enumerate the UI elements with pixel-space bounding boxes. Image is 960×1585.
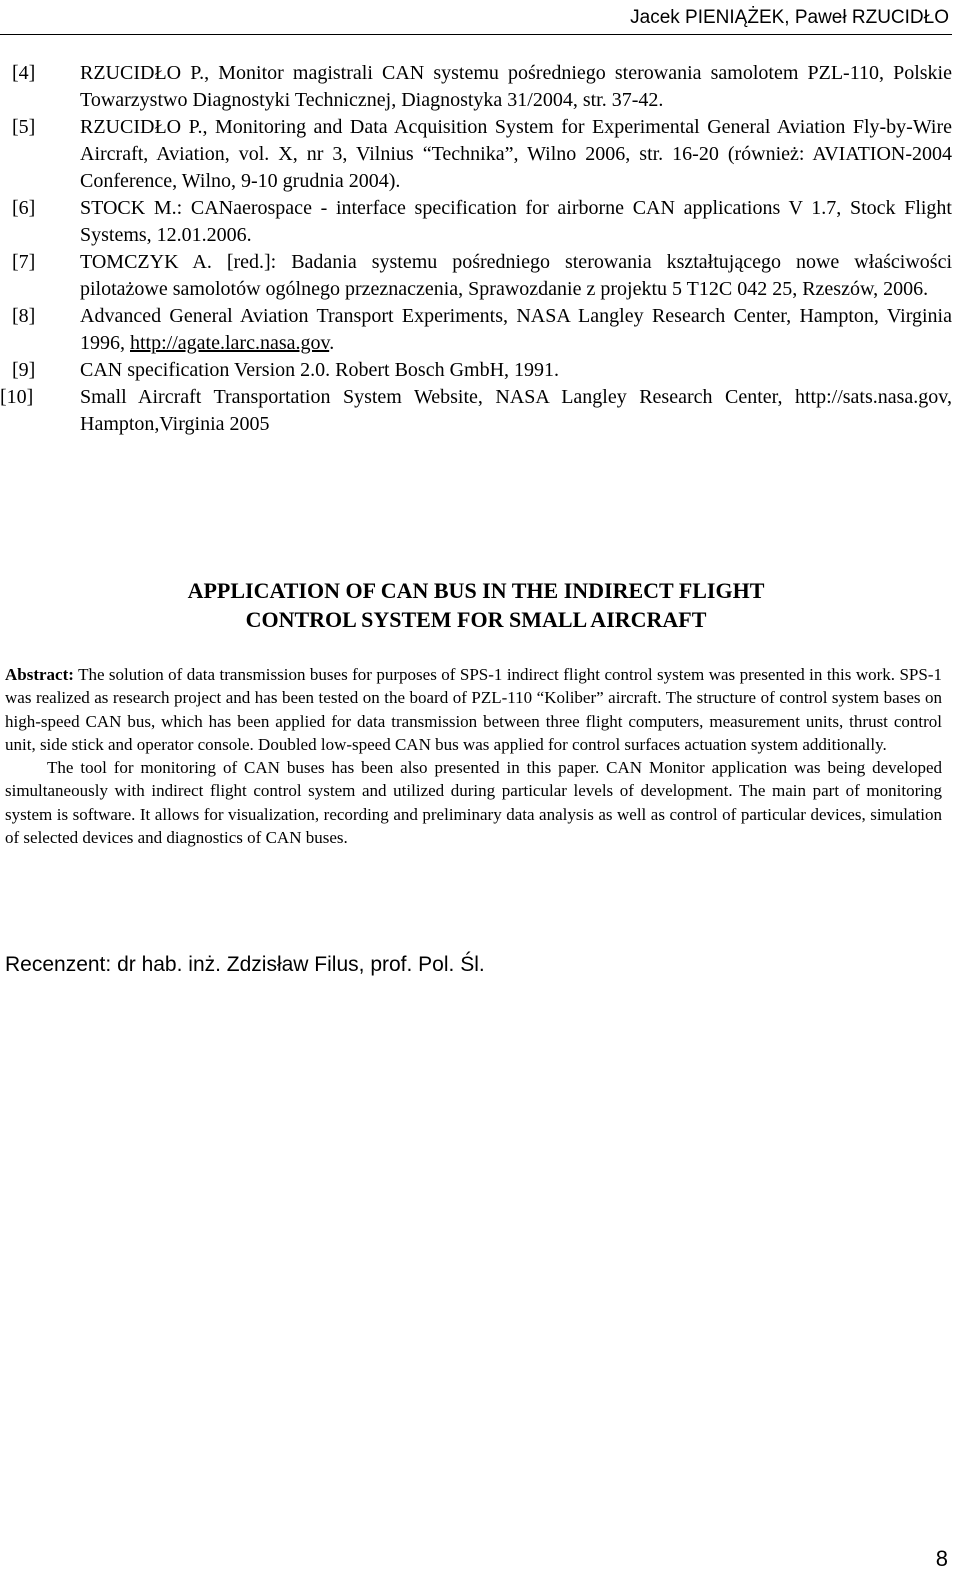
reference-text: RZUCIDŁO P., Monitoring and Data Acquisition System for Experimental General Aviation Fly-by-Wire Aircraft, Aviation, vol. X, nr 3, Vilnius “Technika”, Wilno 2006, str. 16-20 (również: AVIATION-2004 Conference, Wilno, 9-10 grudnia 2004). [80,116,952,192]
abstract-paragraph: The tool for monitoring of CAN buses has been also presented in this paper. CAN Monitor application was being developed simultaneously with indirect flight control system and utilized during particular levels of development. The main part of monitoring system is software. It allows for visualization, recording and preliminary data analysis as well as control of particular devices, simulation of selected devices and diagnostics of CAN buses. [5,758,942,848]
reference-item [0,195,952,249]
reference-item [0,249,952,303]
reference-list [0,60,952,438]
reference-number: [5] [12,116,36,138]
reference-number: [8] [12,305,36,327]
reference-number: [10] [0,386,34,408]
english-title-line: APPLICATION OF CAN BUS IN THE INDIRECT FLIGHT [187,578,765,603]
reference-number: [4] [12,62,36,84]
abstract-label: Abstract: [5,665,74,684]
reference-text: STOCK M.: CANaerospace - interface specification for airborne CAN applications V 1.7, Stock Flight Systems, 12.01.2006. [80,197,952,246]
reference-text [80,303,952,357]
running-header: Jacek PIENIĄŻEK, Paweł RZUCIDŁO [630,7,949,28]
page-number: 8 [935,1546,948,1571]
reviewer-line: Recenzent: dr hab. inż. Zdzisław Filus, prof. Pol. Śl. [5,953,485,976]
reference-item [0,114,952,195]
reference-number: [9] [12,359,36,381]
reference-item [0,357,952,384]
reference-item [0,60,952,114]
reference-number: [7] [12,251,36,273]
reference-item [0,384,952,438]
reference-text: CAN specification Version 2.0. Robert Bosch GmbH, 1991. [80,359,560,381]
english-title [0,576,952,634]
reference-number: [6] [12,197,36,219]
header-rule [0,34,952,35]
english-title-line: CONTROL SYSTEM FOR SMALL AIRCRAFT [245,607,707,632]
reference-text: RZUCIDŁO P., Monitor magistrali CAN systemu pośredniego sterowania samolotem PZL-110, Polskie Towarzystwo Diagnostyki Technicznej, Diagnostyka 31/2004, str. 37-42. [80,62,952,111]
abstract-paragraph [5,663,942,756]
abstract-text: The solution of data transmission buses for purposes of SPS-1 indirect flight control system was presented in this work. SPS-1 was realized as research project and has been tested on the board of PZL-110 “Koliber” aircraft. The structure of control system bases on high-speed CAN bus, which has been applied for data transmission between three flight computers, measurement units, thrust control unit, side stick and operator console. Doubled low-speed CAN bus was applied for control surfaces actuation system additionally. [5,665,942,754]
reference-text: Small Aircraft Transportation System Website, NASA Langley Research Center, http://sats.nasa.gov, Hampton,Virginia 2005 [80,386,952,435]
reference-text-body: Advanced General Aviation Transport Experiments, NASA Langley Research Center, Hampton, Virginia 1996, [80,305,952,354]
reference-item [0,303,952,357]
abstract [5,663,942,849]
agate-link[interactable]: http://agate.larc.nasa.gov [130,332,330,354]
reference-text: TOMCZYK A. [red.]: Badania systemu pośredniego sterowania kształtującego nowe właściwości pilotażowe samolotów ogólnego przeznaczenia, Sprawozdanie z projektu 5 T12C 042 25, Rzeszów, 2006. [80,251,952,300]
reference-text-end: . [329,332,335,354]
